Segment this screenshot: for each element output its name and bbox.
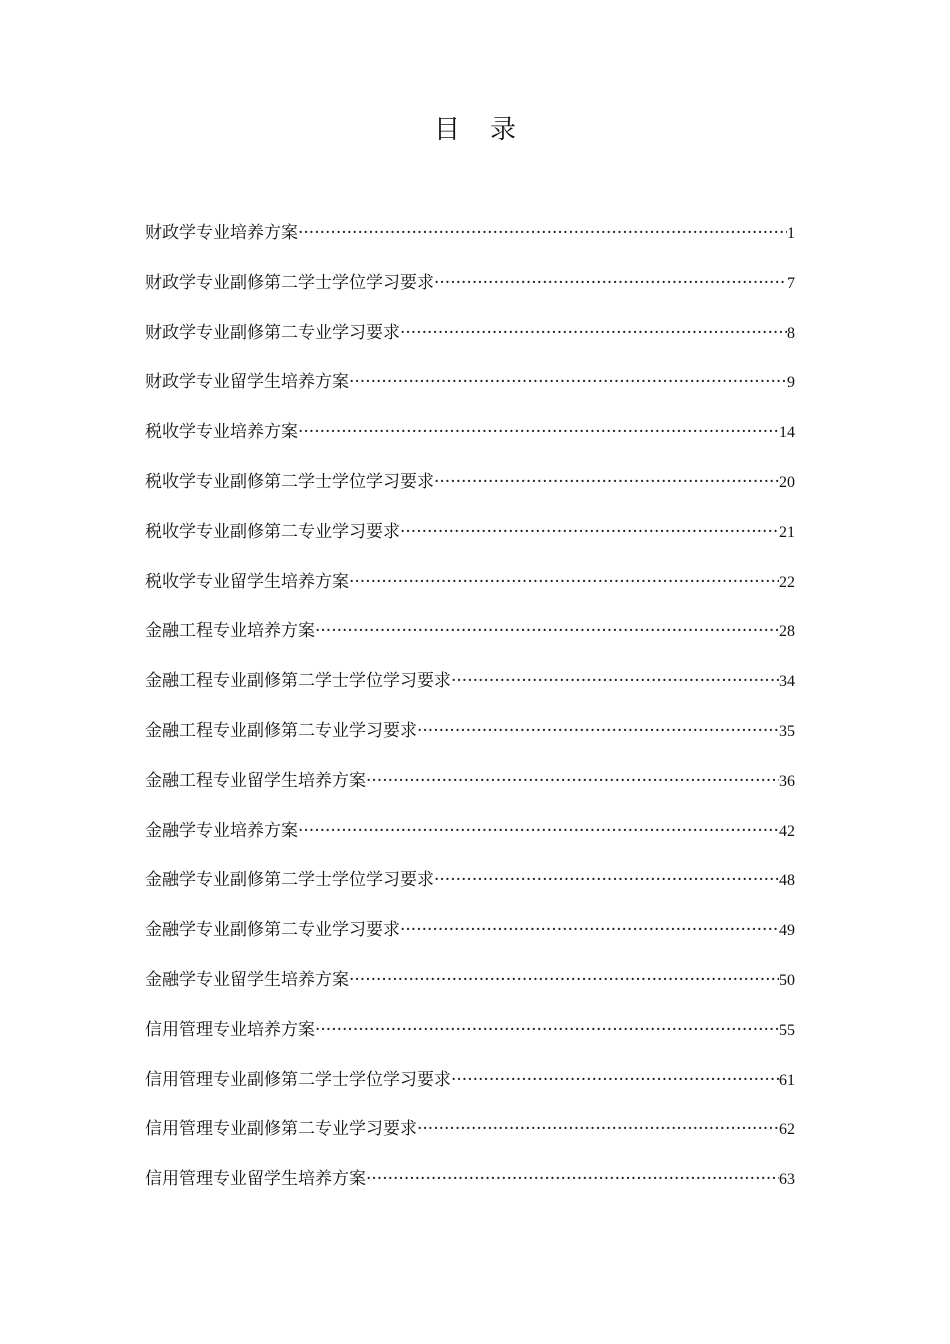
toc-entry[interactable] bbox=[145, 417, 795, 467]
toc-entry[interactable] bbox=[145, 1065, 795, 1115]
toc-entry-title: 财政学专业副修第二学士学位学习要求 bbox=[145, 272, 434, 293]
toc-entry[interactable] bbox=[145, 766, 795, 816]
toc-page-number: 28 bbox=[779, 623, 795, 641]
toc-entry-title: 税收学专业副修第二专业学习要求 bbox=[145, 521, 400, 542]
toc-page-number: 20 bbox=[779, 473, 795, 491]
toc-entry[interactable] bbox=[145, 268, 795, 318]
toc-entry-title: 金融工程专业副修第二专业学习要求 bbox=[145, 720, 417, 741]
toc-entry-title: 税收学专业留学生培养方案 bbox=[145, 571, 349, 592]
toc-dot-leader bbox=[298, 218, 787, 248]
toc-dot-leader bbox=[434, 467, 779, 497]
toc-page-number: 8 bbox=[787, 324, 795, 342]
toc-dot-leader bbox=[349, 965, 779, 995]
toc-page-number: 14 bbox=[779, 424, 795, 442]
toc-entry-title: 信用管理专业副修第二学士学位学习要求 bbox=[145, 1069, 451, 1090]
toc-page-number: 21 bbox=[779, 523, 795, 541]
toc-entry-title: 金融学专业副修第二专业学习要求 bbox=[145, 920, 400, 941]
toc-page-number: 55 bbox=[779, 1021, 795, 1039]
toc-entry[interactable] bbox=[145, 567, 795, 617]
toc-page-number: 9 bbox=[787, 374, 795, 392]
toc-page-number: 63 bbox=[779, 1171, 795, 1189]
toc-entry[interactable] bbox=[145, 1015, 795, 1065]
toc-entry-title: 金融工程专业培养方案 bbox=[145, 621, 315, 642]
toc-entry-title: 财政学专业培养方案 bbox=[145, 223, 298, 243]
toc-entry[interactable] bbox=[145, 915, 795, 965]
toc-entry[interactable] bbox=[145, 865, 795, 915]
toc-page-number: 61 bbox=[779, 1071, 795, 1089]
toc-entry[interactable] bbox=[145, 1164, 795, 1214]
toc-dot-leader bbox=[349, 367, 787, 397]
toc-dot-leader bbox=[417, 716, 779, 746]
toc-dot-leader bbox=[400, 318, 787, 348]
toc-page-number: 34 bbox=[779, 673, 795, 691]
toc-entry[interactable] bbox=[145, 816, 795, 866]
toc-entry-title: 税收学专业副修第二学士学位学习要求 bbox=[145, 471, 434, 492]
toc-dot-leader bbox=[315, 616, 779, 646]
toc-dot-leader bbox=[298, 417, 779, 447]
toc-dot-leader bbox=[366, 1164, 779, 1194]
toc-dot-leader bbox=[315, 1015, 779, 1045]
toc-entry[interactable] bbox=[145, 1114, 795, 1164]
toc-entry[interactable] bbox=[145, 716, 795, 766]
toc-dot-leader bbox=[451, 1065, 779, 1095]
toc-entry[interactable] bbox=[145, 467, 795, 517]
toc-entry[interactable] bbox=[145, 367, 795, 417]
toc-entry-title: 金融工程专业留学生培养方案 bbox=[145, 770, 366, 791]
toc-page-number: 1 bbox=[787, 225, 795, 242]
toc-entry-title: 税收学专业培养方案 bbox=[145, 422, 298, 443]
toc-dot-leader bbox=[434, 865, 779, 895]
toc-dot-leader bbox=[400, 915, 779, 945]
toc-entry[interactable] bbox=[145, 666, 795, 716]
toc-page-number: 36 bbox=[779, 772, 795, 790]
toc-page-number: 22 bbox=[779, 573, 795, 591]
toc-page-number: 62 bbox=[779, 1121, 795, 1139]
toc-entry-title: 信用管理专业培养方案 bbox=[145, 1019, 315, 1040]
page-title: 目录 bbox=[433, 115, 546, 145]
toc-entry-title: 信用管理专业留学生培养方案 bbox=[145, 1169, 366, 1190]
toc-page-number: 50 bbox=[779, 971, 795, 989]
toc-dot-leader bbox=[417, 1114, 779, 1144]
toc-entry[interactable] bbox=[145, 616, 795, 666]
toc-entry[interactable] bbox=[145, 318, 795, 368]
toc-entry[interactable] bbox=[145, 517, 795, 567]
toc-dot-leader bbox=[298, 816, 779, 846]
toc-entry-title: 财政学专业副修第二专业学习要求 bbox=[145, 322, 400, 343]
toc-entry-title: 金融工程专业副修第二学士学位学习要求 bbox=[145, 671, 451, 692]
toc-page-number: 49 bbox=[779, 922, 795, 940]
toc-page-number: 7 bbox=[787, 274, 795, 292]
toc-page-number: 48 bbox=[779, 872, 795, 890]
toc-dot-leader bbox=[349, 567, 779, 597]
toc-entry-title: 金融学专业副修第二学士学位学习要求 bbox=[145, 870, 434, 891]
toc-entry[interactable] bbox=[145, 965, 795, 1015]
toc-entry-title: 信用管理专业副修第二专业学习要求 bbox=[145, 1119, 417, 1140]
toc-dot-leader bbox=[366, 766, 779, 796]
toc-dot-leader bbox=[451, 666, 779, 696]
toc-entry-title: 财政学专业留学生培养方案 bbox=[145, 372, 349, 393]
toc-page-number: 42 bbox=[779, 822, 795, 840]
toc-entry[interactable] bbox=[145, 218, 795, 268]
toc-dot-leader bbox=[434, 268, 787, 298]
table-of-contents bbox=[145, 218, 795, 1214]
toc-entry-title: 金融学专业培养方案 bbox=[145, 820, 298, 841]
toc-dot-leader bbox=[400, 517, 779, 547]
toc-entry-title: 金融学专业留学生培养方案 bbox=[145, 969, 349, 990]
toc-page-number: 35 bbox=[779, 722, 795, 740]
